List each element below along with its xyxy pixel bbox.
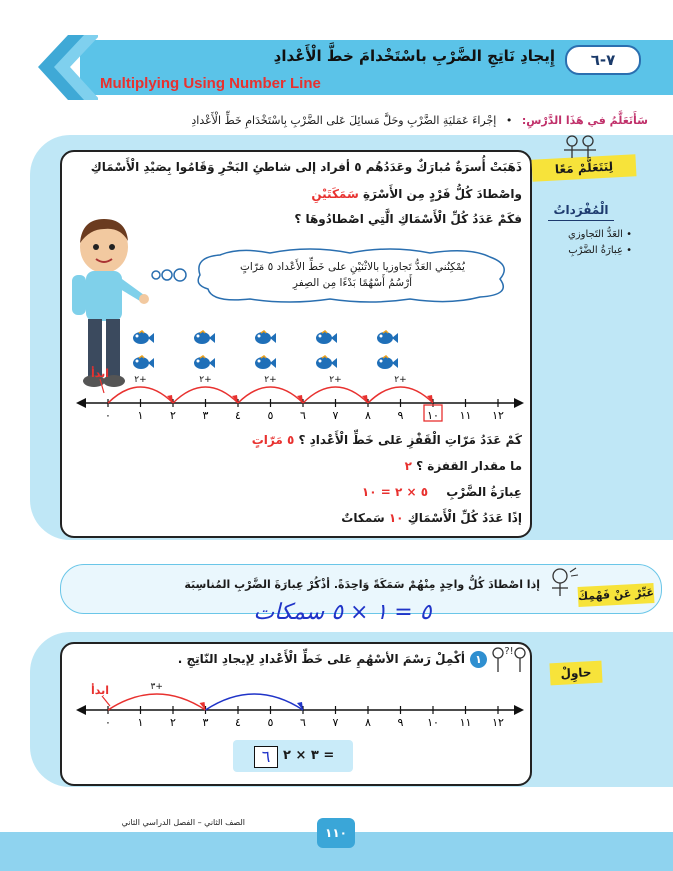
story-line-1: ذَهَبَتْ أُسرَةٌ مُبارَكٌ وعَدَدُهُم ٥ أفراد إلى شاطئِ البَحْرِ وَقَامُوا بِصَيْدِ الْأَسْمَاكِ	[90, 160, 522, 174]
number-label: ١٢	[492, 716, 504, 729]
jump-arrow	[206, 694, 304, 710]
learn-tag: لِنَتَعَلَّمْ مَعًا	[531, 154, 636, 181]
vocab-item: • عِبارَةُ الضَّرْبِ	[568, 245, 632, 256]
question-3-answer: ٥ × ٢ = ١٠	[361, 485, 429, 499]
equation-text: = ٣ × ٢	[283, 748, 335, 763]
jump-label: ٣+	[150, 682, 163, 692]
fish-icon	[194, 331, 215, 344]
number-label: ٣	[202, 716, 209, 729]
number-label: ١١	[459, 409, 472, 422]
start-label: ابدأ	[90, 684, 110, 697]
objective-text: إجْراءَ عَمَليَةِ الضَّرْبِ وحَلَّ مَسائِلَ عَلى الضَّرْبِ بِاسْتَخْدَامِ خَطِّ الْأَعْدادِ	[191, 114, 497, 127]
story-line-2-text: واصْطادَ كُلُّ فَرْدٍ مِن الأَسْرَةِ	[362, 187, 522, 201]
lesson-title-en: Multiplying Using Number Line	[100, 75, 321, 92]
fish-icon	[133, 331, 154, 344]
question-1-text: كَمْ عَدَدُ مَرّاتِ الْقَفْزِ عَلى خَطِّ الْأَعْدادِ ؟	[298, 433, 522, 447]
kids-doodle-icon	[558, 132, 602, 160]
try-text: أكْمِلْ رَسْمَ الأسْهُمِ عَلى خَطِّ الْأَعْدادِ لِإيجادِ النّاتِجِ .	[177, 652, 465, 666]
try-number-badge: ١	[470, 651, 487, 668]
number-label: ٩	[397, 716, 404, 729]
number-line-1	[60, 365, 530, 425]
number-line-2	[60, 672, 530, 732]
number-label: ٢	[170, 716, 176, 729]
try-tag: حاوِلْ	[549, 661, 602, 686]
number-label: ١٠	[427, 716, 439, 729]
number-label: ٤	[235, 409, 241, 422]
page-number-badge: ١١٠	[317, 818, 355, 848]
question-4-unit: سَمكاتٌ	[341, 511, 385, 525]
number-label: ١	[137, 716, 144, 729]
thought-bubble	[150, 245, 515, 305]
story-line-2	[72, 187, 522, 201]
vocab-item: • العَدُّ التَجاوزي	[568, 229, 632, 240]
question-1-answer: ٥ مَرّاتٍ	[251, 433, 295, 447]
number-label: ٦	[300, 409, 306, 422]
number-label: ١١	[459, 716, 472, 729]
question-4	[72, 511, 522, 525]
start-label: ابدأ	[90, 367, 110, 380]
number-label: ٧	[332, 716, 339, 729]
answer-box[interactable]: ٦	[254, 746, 278, 768]
jump-label: ٢+	[264, 375, 277, 385]
kids-doodle-icon	[484, 644, 536, 674]
jump-label: ٢+	[394, 375, 407, 385]
question-4-answer: ١٠	[388, 511, 404, 525]
number-label: ٧	[332, 409, 339, 422]
number-label: ٠	[105, 409, 111, 422]
express-text: إذا اصْطادَ كُلُّ واحِدٍ مِنْهُمْ سَمَكَةً وَاحِدَةً. أذْكُرْ عِبارَةَ الضَّرْبِ المُناسِبَة	[184, 578, 540, 591]
objective-label: سَأَتَعَلَّمُ في هَذَا الدَّرْسِ:	[521, 114, 648, 127]
number-label: ١	[137, 409, 144, 422]
number-label: ٤	[235, 716, 241, 729]
question-3	[72, 485, 522, 499]
jump-label: ٢+	[199, 375, 212, 385]
fish-icon	[377, 331, 398, 344]
jump-label: ٢+	[329, 375, 342, 385]
thinking-kid-icon	[546, 566, 580, 598]
number-label: ٥	[267, 409, 274, 422]
express-handwritten-answer: ٥ = ١ × ٥ سمكات	[253, 600, 432, 625]
question-2-text: ما مقدار القفزة ؟	[416, 459, 522, 473]
question-2-answer: ٢	[404, 459, 412, 473]
number-label: ٨	[365, 409, 371, 422]
header-chevrons	[28, 35, 98, 100]
number-label: ١٠	[427, 409, 439, 422]
jump-label: ٢+	[134, 375, 147, 385]
number-label: ٢	[170, 409, 176, 422]
svg-text:?!: ?!	[504, 646, 514, 657]
objective-bullet: •	[505, 114, 513, 127]
number-label: ٩	[397, 409, 404, 422]
jump-arrow	[108, 694, 206, 710]
story-line-3: فكَمْ عَدَدُ كُلِّ الْأَسْمَاكِ الَّتِي اصْطادُوهَا ؟	[294, 212, 522, 226]
number-label: ٨	[365, 716, 371, 729]
question-4-text: إذًا عَدَدُ كُلِّ الْأَسْمَاكِ	[407, 511, 522, 525]
question-2	[72, 459, 522, 473]
number-label: ٦	[300, 716, 306, 729]
number-label: ١٢	[492, 409, 504, 422]
fish-icon	[255, 331, 276, 344]
story-highlight: سَمَكَتَيْنِ	[311, 187, 359, 201]
number-label: ٣	[202, 409, 209, 422]
lesson-title-ar: إِيجادِ نَاتِجِ الضَّرْبِ باسْتَخْدامَ خطَّ الْأَعْدادِ	[273, 47, 555, 65]
question-3-text: عِبارَةُ الضَّرْبِ	[446, 485, 522, 499]
fish-icon	[316, 331, 337, 344]
vocab-underline	[548, 220, 614, 221]
number-label: ٠	[105, 716, 111, 729]
thought-line-2: أَرْسُمُ أَسْهُمًا بَدْءًا مِن الصِفرِ	[292, 277, 413, 289]
number-label: ٥	[267, 716, 274, 729]
vocab-title: الْمُفْرَداتُ	[553, 203, 609, 217]
lesson-number-badge: ٧-٦	[565, 45, 641, 75]
thought-line-1: يُمْكِنُني العَدُّ تَجاوزيا بالاثْنَيْنِ على خَطِّ الأَعْداد ٥ مَرّاتٍ	[240, 261, 465, 273]
objective-line	[8, 114, 648, 127]
footer-grade: الصف الثاني – الفصل الدراسي الثاني	[121, 818, 245, 827]
question-1	[72, 433, 522, 447]
express-tag: عَبِّرْ عَنْ فَهْمِكَ	[578, 583, 655, 607]
